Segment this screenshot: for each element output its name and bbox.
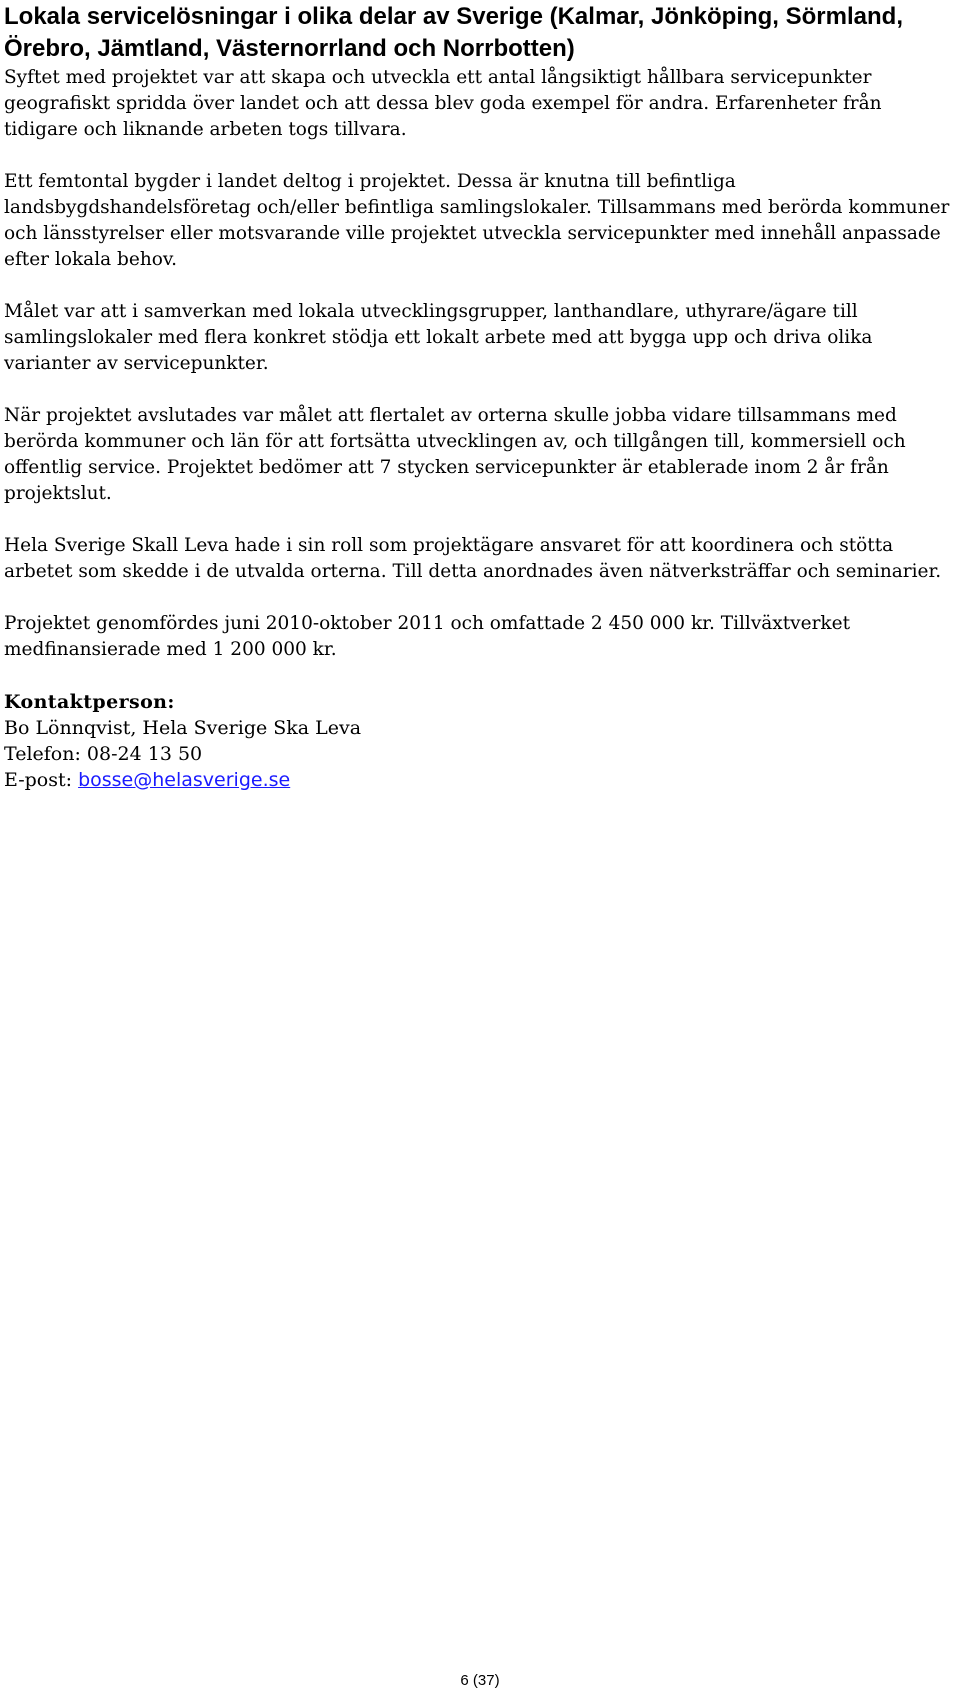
contact-email-line xyxy=(4,767,954,793)
contact-phone: Telefon: 08-24 13 50 xyxy=(4,743,203,765)
contact-email-link[interactable]: bosse@helasverige.se xyxy=(78,769,291,791)
document-title: Lokala servicelösningar i olika delar av Sverige (Kalmar, Jönköping, Sörmland, Örebro, Jämtland, Västernorrland och Norrbotten) xyxy=(4,3,903,62)
paragraph-gap xyxy=(4,273,954,299)
page-number: 6 (37) xyxy=(460,1672,500,1689)
paragraph-gap xyxy=(4,585,954,611)
paragraph-outcome: När projektet avslutades var målet att flertalet av orterna skulle jobba vidare tillsammans med berörda kommuner och län för att fortsätta utvecklingen av, och tillgången till, kommersiell och offentlig service. Projektet bedömer att 7 stycken servicepunkter är etablerade inom 2 år från projektslut. xyxy=(4,405,906,504)
paragraph-owner: Hela Sverige Skall Leva hade i sin roll som projektägare ansvaret för att koordinera och stötta arbetet som skedde i de utvalda orterna. Till detta anordnades även nätverksträffar och seminarier. xyxy=(4,535,942,582)
contact-email-label: E-post: xyxy=(4,769,79,791)
paragraph-participants: Ett femtontal bygder i landet deltog i projektet. Dessa är knutna till befintliga landsbygdshandelsföretag och/eller befintliga samlingslokaler. Tillsammans med berörda kommuner och länsstyrelser eller motsvarande ville projektet utveckla servicepunkter med innehåll anpassade efter lokala behov. xyxy=(4,171,950,270)
paragraph-gap xyxy=(4,143,954,169)
contact-heading: Kontaktperson: xyxy=(4,691,175,713)
contact-name: Bo Lönnqvist, Hela Sverige Ska Leva xyxy=(4,717,362,739)
paragraph-gap xyxy=(4,663,954,689)
paragraph-purpose: Syftet med projektet var att skapa och utveckla ett antal långsiktigt hållbara servicepunkter geografiskt spridda över landet och att dessa blev goda exempel för andra. Erfarenheter från tidigare och liknande arbeten togs tillvara. xyxy=(4,67,882,140)
paragraph-gap xyxy=(4,377,954,403)
contact-block xyxy=(4,689,954,793)
document-page xyxy=(4,0,954,1697)
paragraph-funding: Projektet genomfördes juni 2010-oktober 2011 och omfattade 2 450 000 kr. Tillväxtverket medfinansierade med 1 200 000 kr. xyxy=(4,613,851,660)
paragraph-gap xyxy=(4,507,954,533)
paragraph-goal: Målet var att i samverkan med lokala utvecklingsgrupper, lanthandlare, uthyrare/ägare till samlingslokaler med flera konkret stödja ett lokalt arbete med att bygga upp och driva olika varianter av servicepunkter. xyxy=(4,301,873,374)
